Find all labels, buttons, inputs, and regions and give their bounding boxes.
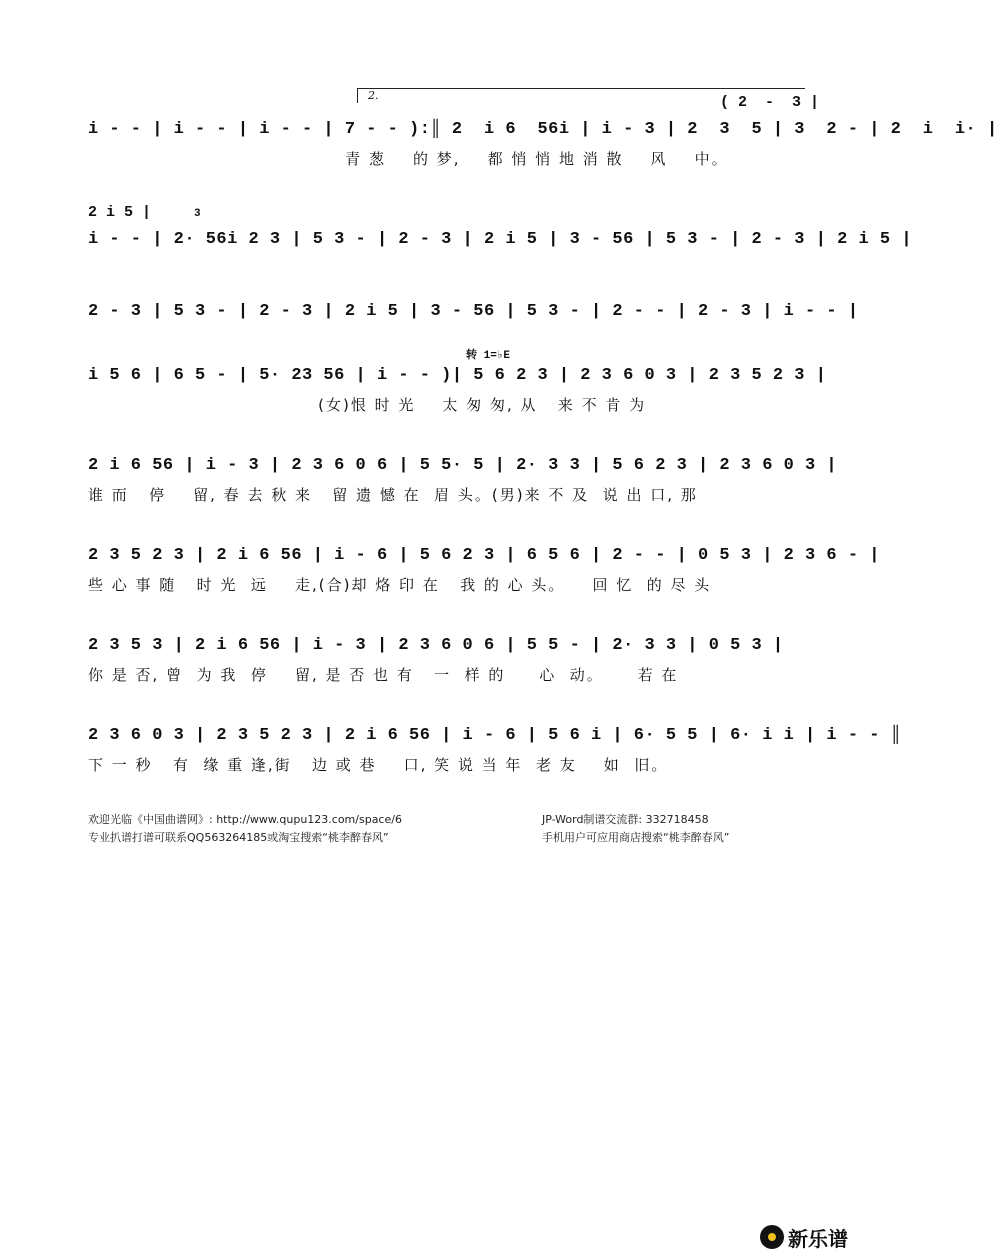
- vinyl-disc-icon: [760, 1225, 784, 1249]
- volta-label: 2.: [368, 89, 379, 102]
- notation: i - - | 2· 56i 2 3 | 5 3 - | 2 - 3 | 2 i 5 | 3 - 56 | 5 3 - | 2 - 3 | 2 i 5 |: [88, 230, 913, 249]
- notation: 2 3 5 3 | 2 i 6 56 | i - 3 | 2 3 6 0 6 | 5 5 - | 2· 3 3 | 0 5 3 |: [88, 636, 784, 655]
- lyrics: 下 一 秒 有 缘 重 逢,街 边 或 巷 口, 笑 说 当 年 老 友 如 旧。: [88, 756, 669, 774]
- notation: 2 i 6 56 | i - 3 | 2 3 6 0 6 | 5 5· 5 | 2· 3 3 | 5 6 2 3 | 2 3 6 0 3 |: [88, 456, 838, 475]
- annotation: 2 i 5 |: [88, 204, 152, 221]
- notation: i 5 6 | 6 5 - | 5· 23 56 | i - - )| 5 6 2 3 | 2 3 6 0 3 | 2 3 5 2 3 |: [88, 366, 827, 385]
- key-change: 转 1=♭E: [466, 350, 511, 362]
- lyrics: (女)恨 时 光 太 匆 匆, 从 来 不 肯 为: [88, 396, 647, 414]
- site-logo: [760, 1222, 848, 1252]
- footer-left-line-2: 专业扒谱打谱可联系QQ563264185或淘宝搜索“桃李醉春风”: [88, 831, 389, 844]
- footer-right-line-1: JP-Word制谱交流群: 332718458: [542, 813, 709, 826]
- footer-left-line-1: 欢迎光临《中国曲谱网》: http://www.qupu123.com/space/6: [88, 813, 402, 826]
- notation: 2 3 6 0 3 | 2 3 5 2 3 | 2 i 6 56 | i - 6 | 5 6 i | 6· 5 5 | 6· i i | i - - ║: [88, 726, 902, 745]
- annotation: ( 2 - 3 |: [720, 94, 820, 111]
- notation: 2 - 3 | 5 3 - | 2 - 3 | 2 i 5 | 3 - 56 | 5 3 - | 2 - - | 2 - 3 | i - - |: [88, 302, 859, 321]
- logo-text: 新乐谱: [788, 1226, 848, 1251]
- triplet-mark: 3: [194, 208, 201, 220]
- footer-right-line-2: 手机用户可应用商店搜索“桃李醉春风”: [542, 831, 730, 844]
- notation: 2 3 5 2 3 | 2 i 6 56 | i - 6 | 5 6 2 3 | 6 5 6 | 2 - - | 0 5 3 | 2 3 6 - |: [88, 546, 880, 565]
- lyrics: 你 是 否, 曾 为 我 停 留, 是 否 也 有 一 样 的 心 动。 若 在: [88, 666, 679, 684]
- notation: i - - | i - - | i - - | 7 - - ):║ 2 i 6 56i | i - 3 | 2 3 5 | 3 2 - | 2 i i· |: [88, 120, 998, 139]
- lyrics: 些 心 事 随 时 光 远 走,(合)却 烙 印 在 我 的 心 头。 回 忆 的 尽 头: [88, 576, 712, 594]
- lyrics: 谁 而 停 留, 春 去 秋 来 留 遗 憾 在 眉 头。(男)来 不 及 说 出 口, 那: [88, 486, 698, 504]
- lyrics: 青 葱 的 梦, 都 悄 悄 地 消 散 风 中。: [88, 150, 729, 168]
